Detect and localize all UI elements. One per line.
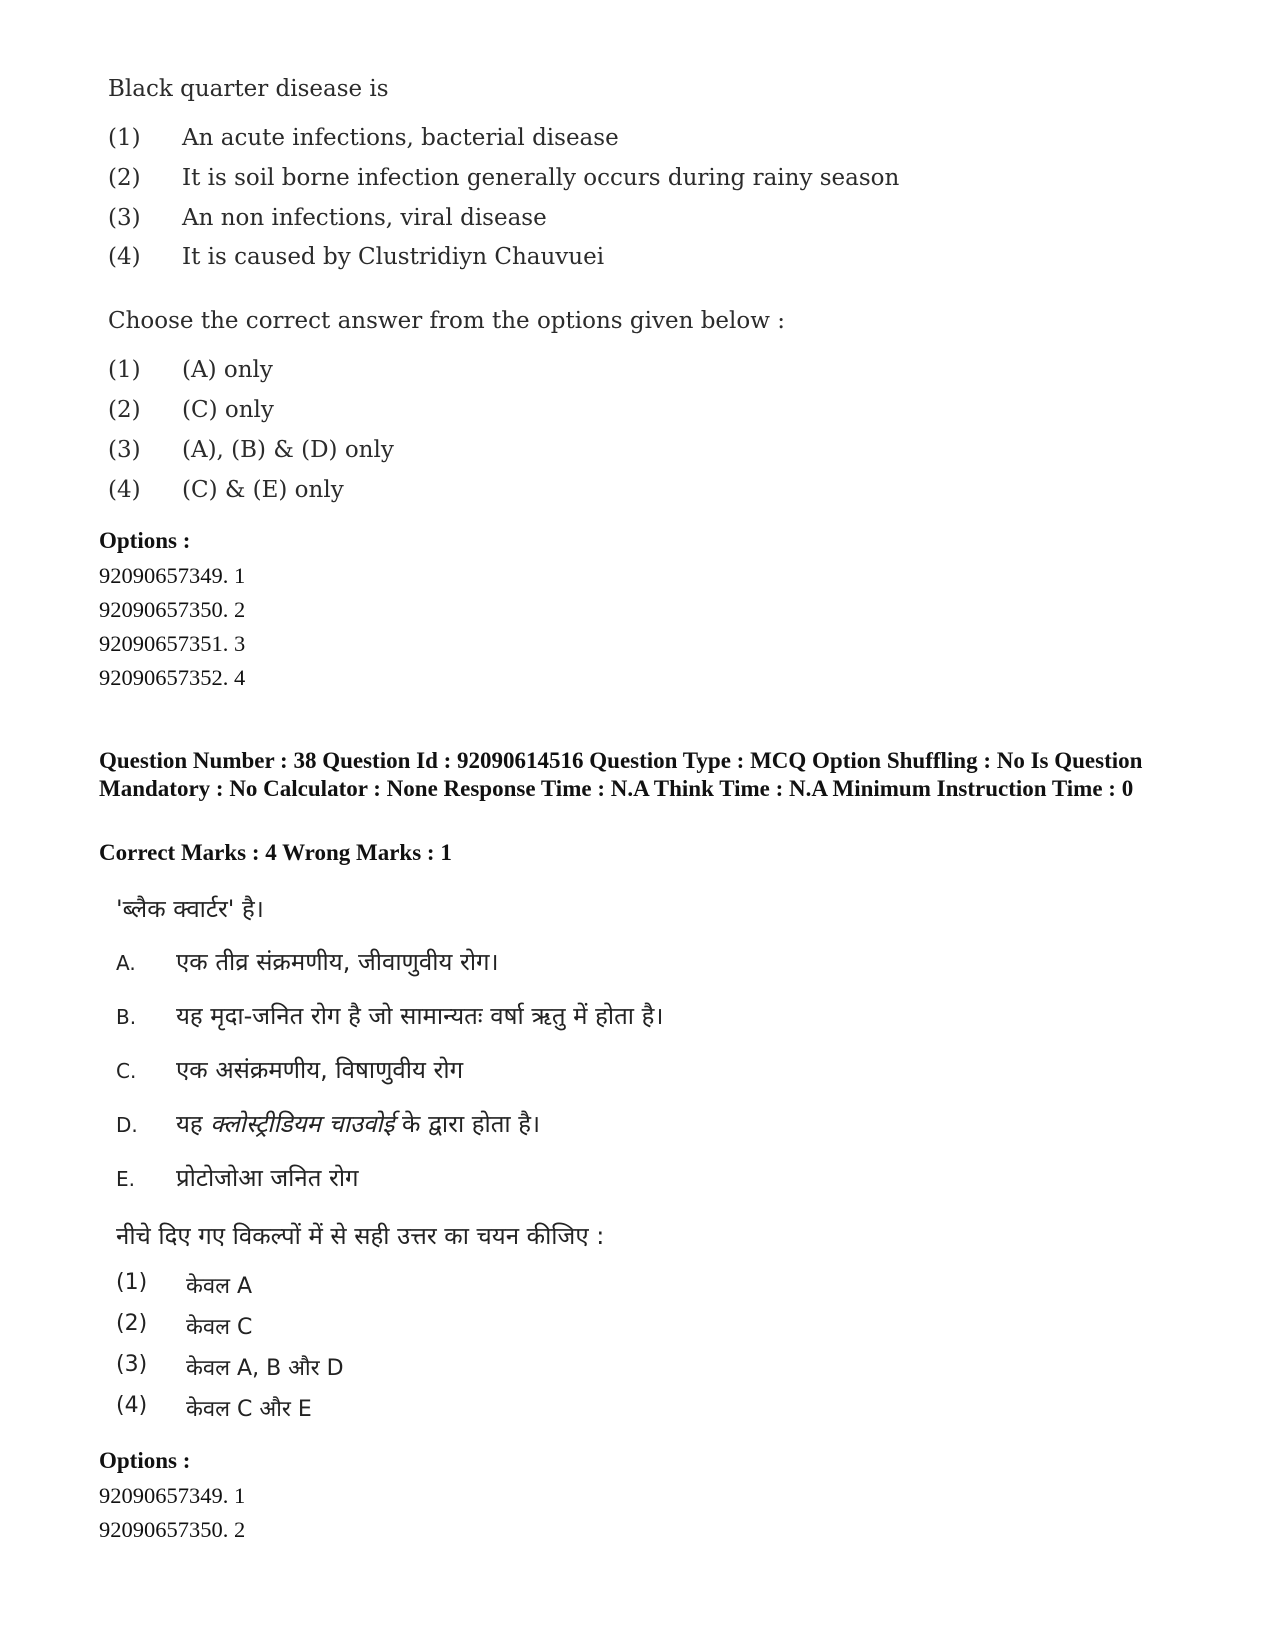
choice-number: (2)	[116, 1311, 148, 1336]
choice-text: केवल C और E	[186, 1397, 312, 1422]
choice-number: (4)	[108, 477, 141, 503]
statement-text: It is soil borne infection generally occurs during rainy season	[182, 165, 900, 191]
statement-label: E.	[116, 1167, 135, 1191]
hindi-choose-instruction: नीचे दिए गए विकल्पों में से सही उत्तर का चयन कीजिए :	[116, 1222, 605, 1250]
option-line: 92090657351. 3	[99, 631, 246, 656]
hindi-question-stem: 'ब्लैक क्वार्टर' है।	[116, 895, 264, 923]
statement-label: C.	[116, 1059, 137, 1083]
statement-text-post: के द्वारा होता है।	[394, 1110, 541, 1138]
english-choose-instruction: Choose the correct answer from the options given below :	[108, 308, 785, 334]
choice-text: केवल A, B और D	[186, 1356, 344, 1381]
choice-number: (1)	[108, 357, 141, 383]
statement-number: (1)	[108, 125, 141, 151]
question-meta: Question Number : 38 Question Id : 92090614516 Question Type : MCQ Option Shuffling : No Is Question Mandatory : No Calculator : None Response Time : N.A Think Time : N.A Minimum Instruction Time : 0	[99, 748, 1143, 801]
option-line: 92090657349. 1	[99, 1483, 246, 1508]
statement-text-pre: यह	[176, 1110, 211, 1138]
choice-number: (1)	[116, 1270, 148, 1295]
statement-label: A.	[116, 951, 136, 975]
option-line: 92090657349. 1	[99, 563, 246, 588]
statement-text: यह मृदा-जनित रोग है जो सामान्यतः वर्षा ऋतु में होता है।	[176, 1002, 664, 1030]
question-marks: Correct Marks : 4 Wrong Marks : 1	[99, 840, 452, 865]
statement-text: प्रोटोजोआ जनित रोग	[176, 1164, 359, 1192]
choice-number: (3)	[116, 1352, 148, 1377]
choice-text: (A), (B) & (D) only	[182, 437, 394, 463]
statement-label: B.	[116, 1005, 137, 1029]
choice-text: (C) only	[182, 397, 274, 423]
statement-text-italic: क्लोस्ट्रीडियम चाउवोई	[210, 1110, 395, 1138]
english-question-stem: Black quarter disease is	[108, 76, 389, 102]
options-heading: Options :	[99, 1448, 191, 1473]
option-line: 92090657350. 2	[99, 1517, 246, 1542]
option-line: 92090657352. 4	[99, 665, 246, 690]
statement-number: (4)	[108, 244, 141, 270]
option-line: 92090657350. 2	[99, 597, 246, 622]
statement-number: (2)	[108, 165, 141, 191]
choice-text: (C) & (E) only	[182, 477, 344, 503]
choice-text: केवल A	[186, 1274, 253, 1299]
choice-number: (2)	[108, 397, 141, 423]
statement-text: It is caused by Clustridiyn Chauvuei	[182, 244, 605, 270]
choice-number: (3)	[108, 437, 141, 463]
statement-number: (3)	[108, 205, 141, 231]
statement-text: An non infections, viral disease	[182, 205, 547, 231]
choice-text: (A) only	[182, 357, 273, 383]
statement-text: An acute infections, bacterial disease	[182, 125, 619, 151]
statement-text: एक असंक्रमणीय, विषाणुवीय रोग	[176, 1056, 464, 1084]
statement-text	[176, 1107, 540, 1140]
options-heading: Options :	[99, 528, 191, 553]
statement-label: D.	[116, 1113, 138, 1137]
choice-number: (4)	[116, 1393, 148, 1418]
choice-text: केवल C	[186, 1315, 253, 1340]
statement-text: एक तीव्र संक्रमणीय, जीवाणुवीय रोग।	[176, 948, 499, 976]
